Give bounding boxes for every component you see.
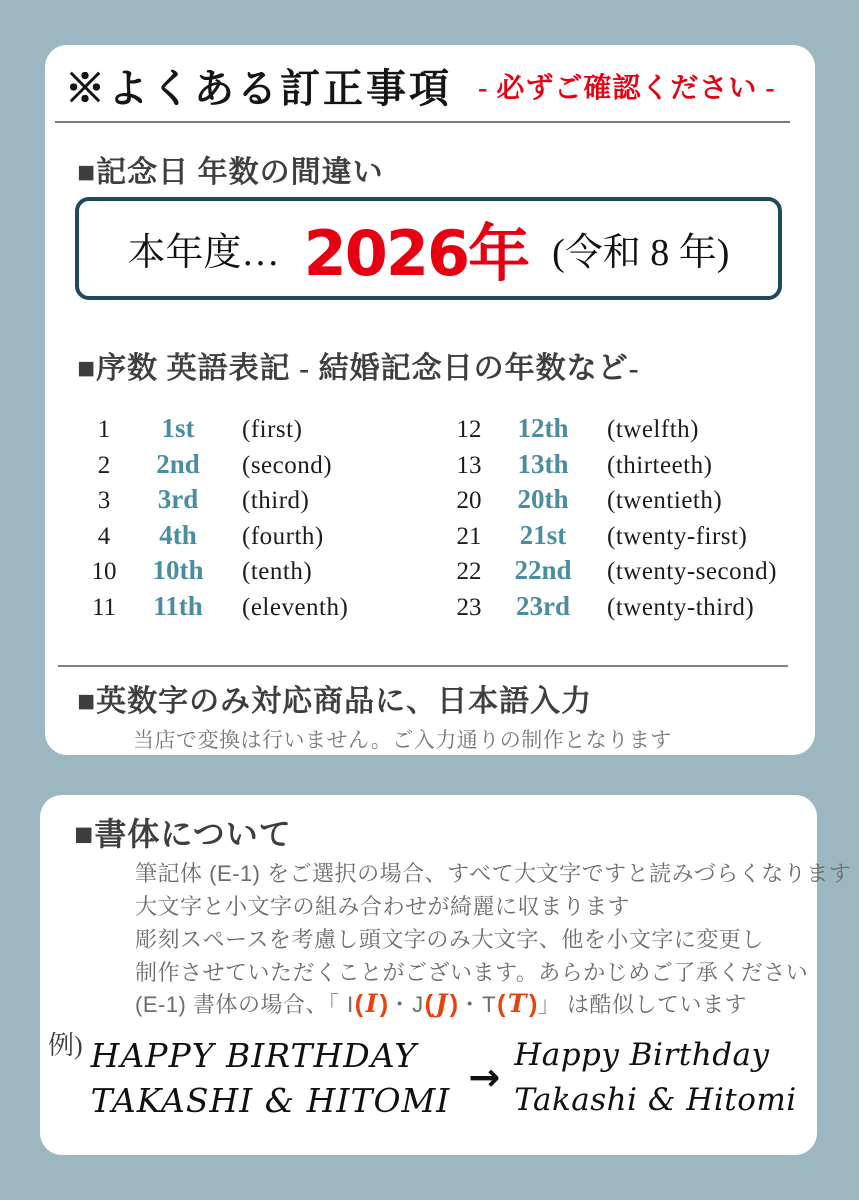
ordinal-row bbox=[80, 484, 410, 520]
ordinal-number: 21 bbox=[456, 522, 482, 550]
ordinal-abbrev: 1st bbox=[161, 413, 195, 443]
ordinal-row bbox=[445, 520, 805, 556]
ordinal-word: (fourth) bbox=[242, 522, 324, 550]
ordinal-word: (thirteeth) bbox=[607, 451, 713, 479]
paren-close: ) bbox=[379, 990, 389, 1018]
ordinal-row bbox=[445, 484, 805, 520]
ordinal-number: 22 bbox=[456, 558, 482, 585]
ordinal-row bbox=[80, 591, 410, 627]
ordinal-number: 10 bbox=[91, 558, 117, 585]
ordinal-abbrev: 21st bbox=[519, 519, 567, 550]
anniversary-heading: ■記念日 年数の間違い bbox=[77, 156, 384, 189]
ordinal-word: (twentieth) bbox=[607, 487, 723, 514]
ordinal-row bbox=[80, 520, 410, 556]
ordinal-row bbox=[80, 413, 410, 449]
ordinal-row bbox=[80, 555, 410, 591]
year-box bbox=[75, 197, 782, 300]
ordinal-row bbox=[80, 449, 410, 485]
font-note-line: 筆記体 (E-1) をご選択の場合、すべて大文字ですと読みづらくなります bbox=[135, 861, 852, 886]
ordinal-number: 3 bbox=[97, 487, 111, 514]
title-warning-text: - 必ずご確認ください - bbox=[478, 72, 776, 104]
year-label: 本年度… bbox=[127, 232, 280, 274]
paren-open: ( bbox=[497, 990, 506, 1018]
ordinal-abbrev: 12th bbox=[517, 413, 569, 443]
paren-close: ) bbox=[449, 990, 459, 1018]
letter-plain: T bbox=[482, 992, 497, 1017]
ordinal-word: (twenty-second) bbox=[607, 558, 777, 585]
ordinal-number: 20 bbox=[456, 487, 482, 514]
letter-script: I bbox=[365, 989, 378, 1018]
font-body-text bbox=[135, 857, 851, 989]
e1-similarity-line bbox=[135, 988, 747, 1019]
title-divider bbox=[55, 121, 790, 123]
ordinal-heading: ■序数 英語表記 - 結婚記念日の年数など- bbox=[77, 352, 640, 385]
font-note-line: 制作させていただくことがございます。あらかじめご了承ください bbox=[135, 960, 809, 985]
corrections-card bbox=[45, 45, 815, 755]
letter-script: J bbox=[435, 989, 448, 1018]
example-after-block bbox=[514, 1033, 797, 1123]
alnum-note: 当店で変換は行いません。ご入力通りの制作となります bbox=[133, 729, 672, 752]
ordinal-number: 11 bbox=[91, 593, 117, 621]
paren-open: ( bbox=[424, 990, 434, 1018]
ordinal-word: (twelfth) bbox=[607, 416, 699, 443]
ordinal-word: (twenty-first) bbox=[607, 522, 748, 550]
ordinal-column-left bbox=[80, 413, 410, 626]
letter-separator: ・ bbox=[458, 992, 482, 1017]
ordinal-column-right bbox=[445, 413, 805, 626]
letter-separator: ・ bbox=[388, 992, 412, 1017]
example-before-line1: HAPPY BIRTHDAY bbox=[90, 1036, 418, 1075]
ordinal-number: 13 bbox=[456, 451, 482, 479]
ordinal-number: 12 bbox=[456, 416, 482, 443]
ordinal-abbrev: 22nd bbox=[514, 555, 572, 585]
font-heading: ■書体について bbox=[74, 816, 292, 852]
example-after-line2: Takashi & Hitomi bbox=[514, 1082, 797, 1118]
e1-prefix: (E-1) 書体の場合、「 bbox=[135, 992, 347, 1017]
ordinal-abbrev: 20th bbox=[517, 484, 569, 514]
ordinal-abbrev: 11th bbox=[153, 590, 203, 621]
year-value: 2026年 bbox=[303, 217, 529, 290]
ordinal-row bbox=[445, 555, 805, 591]
ordinal-word: (second) bbox=[242, 451, 333, 479]
ordinal-row bbox=[445, 591, 805, 627]
ordinal-abbrev: 23rd bbox=[516, 590, 570, 621]
alnum-heading: ■英数字のみ対応商品に、日本語入力 bbox=[77, 685, 593, 718]
section-divider bbox=[58, 665, 788, 667]
ordinal-abbrev: 13th bbox=[517, 448, 569, 479]
ordinal-abbrev: 3rd bbox=[157, 484, 199, 514]
letter-script: T bbox=[507, 989, 528, 1018]
ordinal-number: 23 bbox=[456, 593, 482, 621]
example-after-line1: Happy Birthday bbox=[514, 1037, 770, 1073]
ordinal-word: (tenth) bbox=[242, 558, 313, 585]
letter-plain: I bbox=[347, 992, 354, 1017]
engraving-example bbox=[48, 1025, 797, 1123]
title-row bbox=[65, 57, 776, 114]
page-title: ※よくある訂正事項 bbox=[65, 66, 452, 111]
ordinal-number: 2 bbox=[97, 451, 111, 479]
e1-suffix: 」 は酷似しています bbox=[537, 992, 747, 1017]
ordinal-number: 1 bbox=[97, 416, 111, 443]
ordinal-word: (eleventh) bbox=[242, 593, 349, 621]
paren-close: ) bbox=[529, 990, 538, 1018]
ordinal-abbrev: 4th bbox=[159, 519, 197, 550]
ordinal-word: (first) bbox=[242, 416, 303, 443]
ordinal-word: (twenty-third) bbox=[607, 593, 755, 621]
ordinal-table bbox=[80, 413, 805, 626]
example-before-block bbox=[91, 1033, 451, 1123]
era-value: (令和 8 年) bbox=[552, 232, 730, 274]
letter-plain: J bbox=[412, 992, 424, 1017]
ordinal-row bbox=[445, 449, 805, 485]
arrow-icon: → bbox=[468, 1055, 501, 1099]
ordinal-number: 4 bbox=[97, 522, 111, 550]
font-card bbox=[40, 795, 852, 1155]
ordinal-abbrev: 10th bbox=[152, 555, 204, 585]
ordinal-word: (third) bbox=[242, 487, 310, 514]
paren-open: ( bbox=[354, 990, 364, 1018]
example-label: 例) bbox=[48, 1031, 83, 1060]
ordinal-abbrev: 2nd bbox=[156, 448, 200, 479]
example-before-line2: TAKASHI & HITOMI bbox=[90, 1081, 451, 1120]
font-note-line: 彫刻スペースを考慮し頭文字のみ大文字、他を小文字に変更し bbox=[135, 927, 764, 952]
font-note-line: 大文字と小文字の組み合わせが綺麗に収まります bbox=[135, 894, 631, 919]
ordinal-row bbox=[445, 413, 805, 449]
